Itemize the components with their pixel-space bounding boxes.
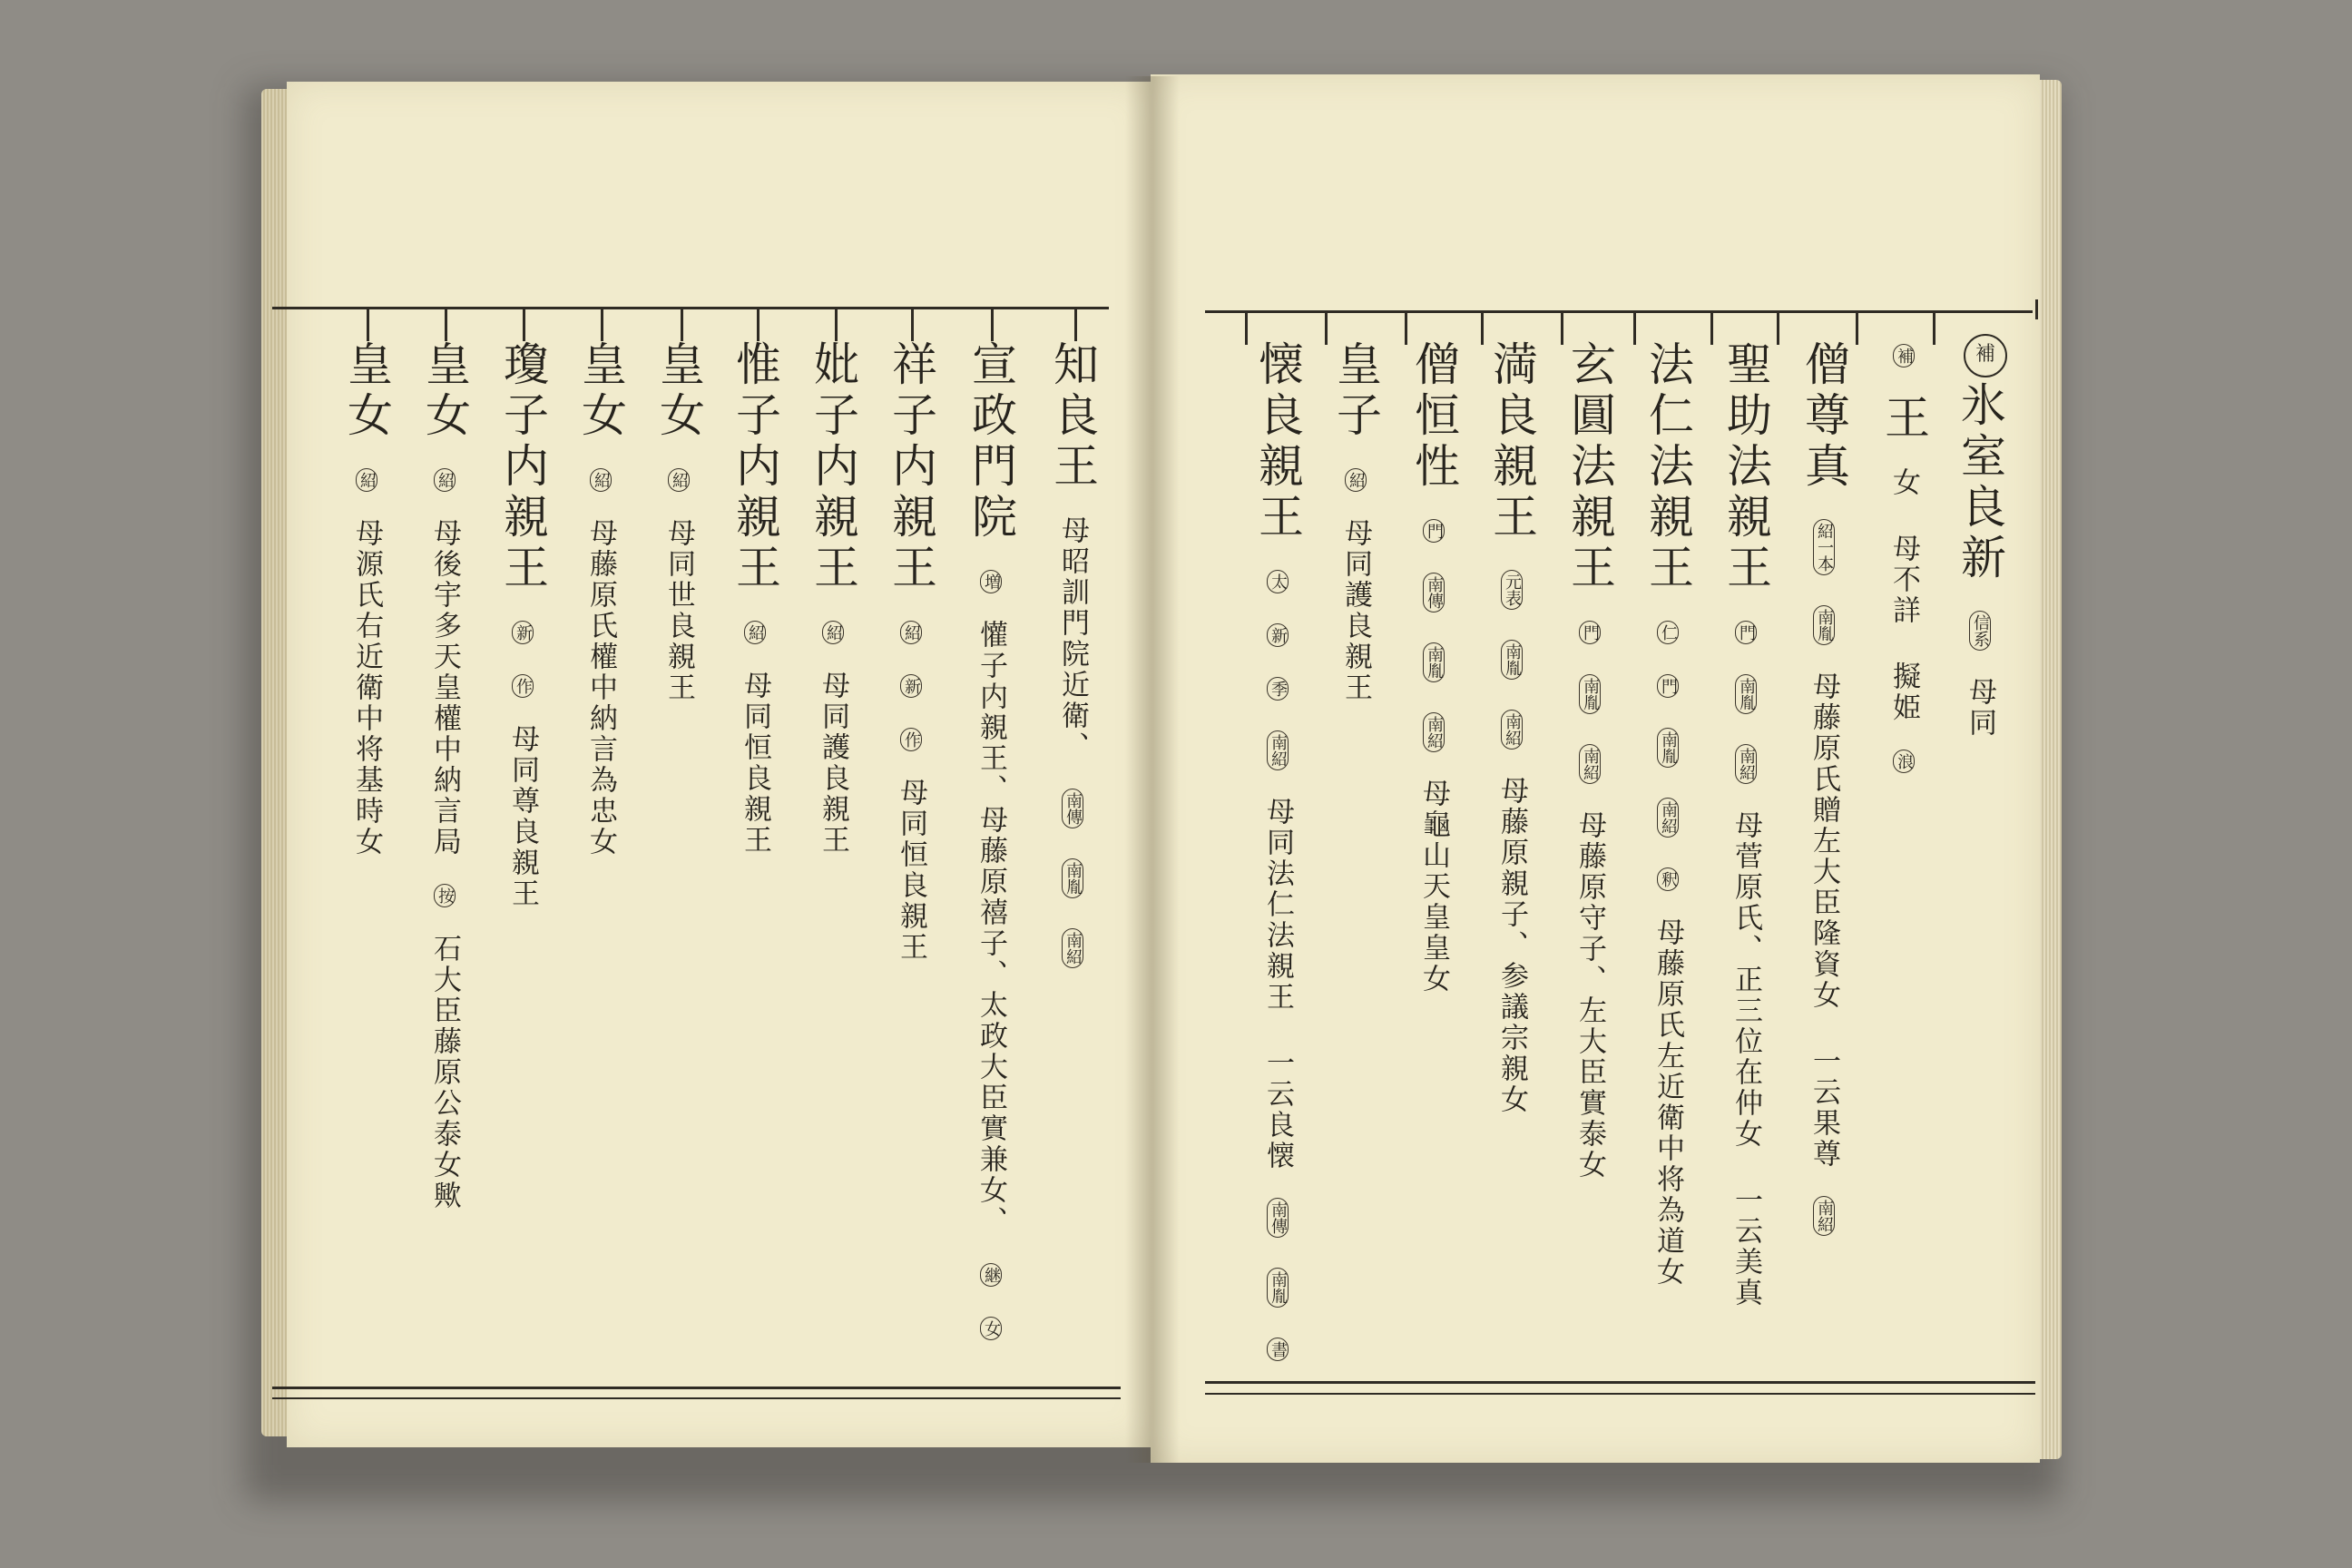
tick bbox=[835, 309, 838, 341]
tick bbox=[523, 309, 525, 341]
hoshu-stamp-1: 補 bbox=[1964, 334, 2007, 377]
right-bottom-rule-2 bbox=[1205, 1393, 2035, 1395]
tick bbox=[1245, 312, 1248, 345]
left-col-2: 宣政門院 増 懽子内親王、母藤原禧子、太政大臣實兼女、 継 女 bbox=[964, 340, 1018, 1344]
left-bottom-rule-1 bbox=[272, 1387, 1121, 1389]
tick bbox=[1710, 312, 1713, 345]
right-col-10: 懐良親王 太 新 季 南紹 母同法仁法親王 一云良懐 南傳 南胤 書 bbox=[1250, 340, 1305, 1365]
tick bbox=[1633, 312, 1636, 345]
left-col-3: 祥子内親王 紹 新 作 母同恒良親王 bbox=[885, 340, 937, 963]
tick bbox=[445, 309, 447, 341]
right-col-8: 僧恒性 門 南傳 南胤 南紹 母龜山天皇皇女 bbox=[1407, 340, 1460, 995]
right-corner-tick bbox=[2035, 299, 2038, 319]
tick bbox=[1856, 312, 1858, 345]
tick bbox=[1933, 312, 1936, 345]
tick bbox=[991, 309, 994, 341]
tick bbox=[911, 309, 914, 341]
right-col-1: 氷室良新 信系 母同 bbox=[1954, 381, 2006, 739]
tick bbox=[1074, 309, 1077, 341]
tick bbox=[367, 309, 369, 341]
tick bbox=[681, 309, 683, 341]
left-col-4: 妣子内親王 紹 母同護良親王 bbox=[807, 340, 859, 856]
right-top-rule bbox=[1205, 310, 2033, 313]
left-bottom-rule-2 bbox=[272, 1397, 1121, 1399]
right-bottom-rule-1 bbox=[1205, 1381, 2035, 1384]
right-col-9: 皇子 紹 母同護良親王 bbox=[1329, 340, 1382, 703]
page-edge-left bbox=[261, 89, 289, 1436]
left-col-8: 瓊子内親王 新 作 母同尊良親王 bbox=[496, 340, 549, 909]
book-gutter bbox=[1125, 76, 1180, 1463]
right-col-2: 補 王 女 母不詳 擬姫 浪 bbox=[1877, 340, 1931, 777]
left-col-9: 皇女 紹 母後宇多天皇權中納言局 按 石大臣藤原公泰女歟 bbox=[418, 340, 471, 1211]
left-top-rule bbox=[272, 307, 1109, 309]
left-col-10: 皇女 紹 母源氏右近衛中将基時女 bbox=[340, 340, 393, 858]
right-col-5: 法仁法親王 仁 門 南胤 南紹 釈 母藤原氏左近衛中将為道女 bbox=[1642, 340, 1694, 1288]
tick bbox=[1777, 312, 1779, 345]
tick bbox=[601, 309, 603, 341]
left-page bbox=[287, 82, 1151, 1447]
right-col-6: 玄圓法親王 門 南胤 南紹 母藤原守子、左大臣實泰女 bbox=[1563, 340, 1616, 1181]
right-col-3: 僧尊真 紹一本 南胤 母藤原氏贈左大臣隆資女 一云果尊 南紹 bbox=[1797, 340, 1851, 1240]
left-col-5: 惟子内親王 紹 母同恒良親王 bbox=[729, 340, 781, 856]
left-col-7: 皇女 紹 母藤原氏權中納言為忠女 bbox=[574, 340, 627, 858]
left-col-6: 皇女 紹 母同世良親王 bbox=[652, 340, 705, 703]
left-col-1: 知良王 母昭訓門院近衛、 南傳 南胤 南紹 bbox=[1045, 340, 1100, 972]
tick bbox=[757, 309, 760, 341]
right-col-4: 聖助法親王 門 南胤 南紹 母菅原氏、正三位在仲女 一云美真 bbox=[1720, 340, 1772, 1308]
right-col-7: 満良親王 元表 南胤 南紹 母藤原親子、参議宗親女 bbox=[1485, 340, 1538, 1115]
tick bbox=[1325, 312, 1328, 345]
tick bbox=[1481, 312, 1484, 345]
